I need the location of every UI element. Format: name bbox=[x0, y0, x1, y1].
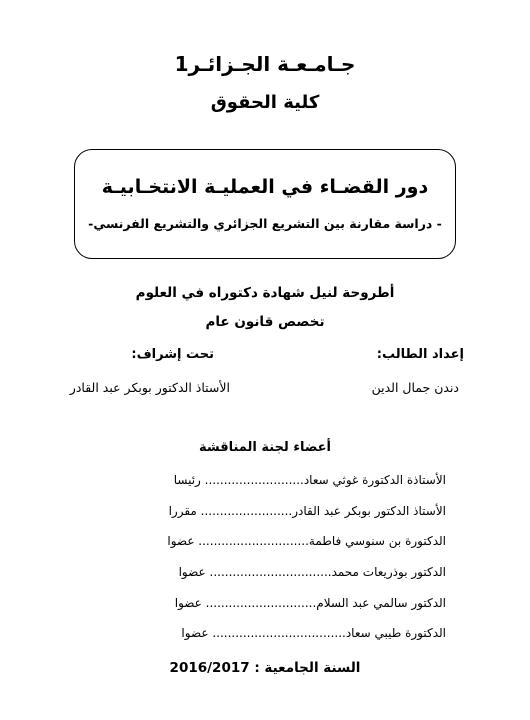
prepared-by-label: إعداد الطالب: bbox=[376, 347, 464, 362]
committee-heading: أعضاء لجنة المناقشة bbox=[198, 440, 332, 455]
thesis-title: دور القضـاء في العمليـة الانتخـابيـة bbox=[101, 176, 429, 198]
title-box bbox=[74, 149, 456, 259]
supervisor-name: الأستاذ الدكتور بوبكر عبد القادر bbox=[69, 380, 230, 395]
student-name: دندن جمال الدين bbox=[371, 380, 459, 395]
committee-member: الدكتورة بن سنوسي فاطمة............................. عضوا bbox=[167, 534, 446, 549]
committee-member: الأستاذ الدكتور بوبكر عبد القادر........................ مقررا bbox=[168, 503, 446, 518]
committee-member: الدكتور سالمي عبد السلام............................. عضوا bbox=[174, 595, 446, 610]
degree-statement: أطروحة لنيل شهادة دكتوراه في العلوم bbox=[135, 285, 395, 301]
supervision-label: تحت إشراف: bbox=[131, 347, 214, 362]
committee-member: الدكتورة طيبي سعاد................................... عضوا bbox=[181, 626, 446, 641]
committee-member: الأستاذة الدكتورة غوثي سعاد.......................... رئيسا bbox=[173, 473, 446, 487]
specialty: تخصص قانون عام bbox=[205, 314, 325, 330]
committee-list bbox=[126, 472, 446, 656]
committee-member: الدكتور بوذريعات محمد................................ عضوا bbox=[178, 565, 446, 580]
university-name: جـامـعـة الجـزائـر1 bbox=[174, 52, 356, 76]
faculty-name: كلية الحقوق bbox=[210, 92, 320, 113]
thesis-subtitle: - دراسة مقارنة بين التشريع الجزائري والتشريع الفرنسي- bbox=[88, 216, 442, 231]
academic-year: السنة الجامعية : 2016/2017 bbox=[169, 660, 361, 676]
